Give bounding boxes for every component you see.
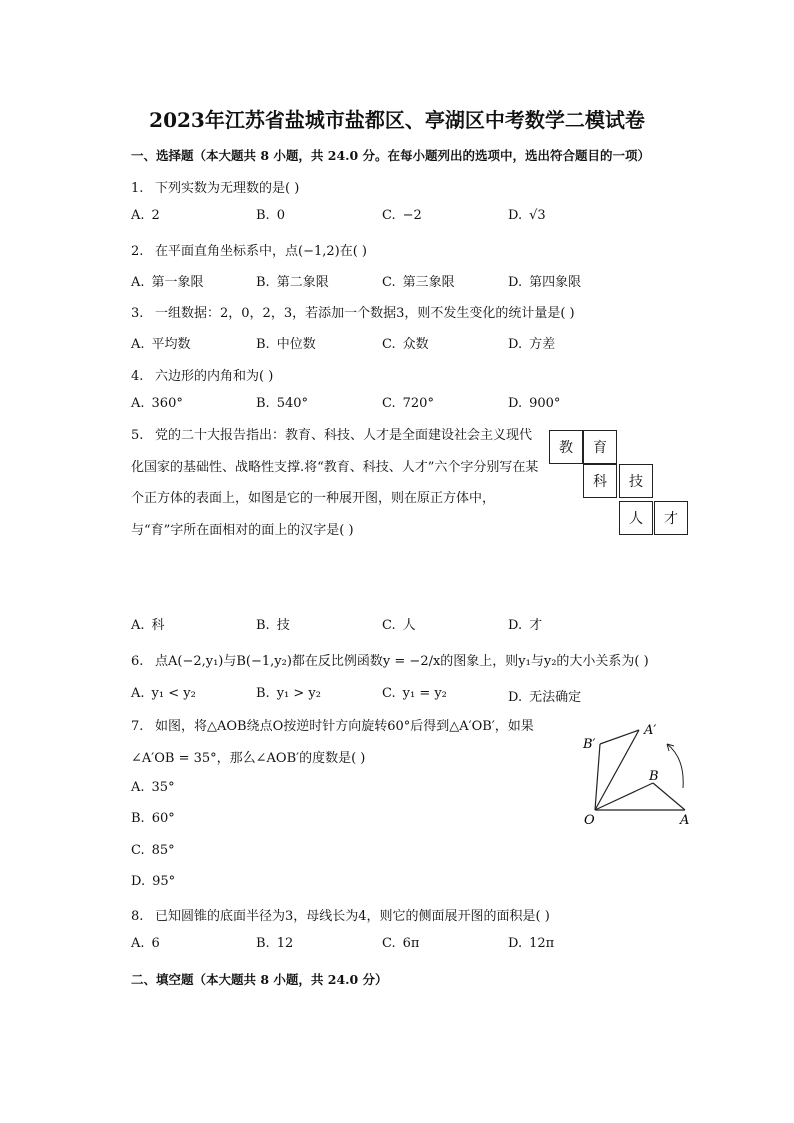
net-cell: 人	[619, 501, 653, 535]
question-stem: 如图，将△AOB绕点O按逆时针方向旋转60°后得到△A′OB′，如果∠A′OB = 35°，那么∠AOB′的度数是( )	[131, 719, 534, 766]
question-number: 6.	[131, 654, 144, 669]
segment-ob	[595, 783, 653, 810]
q5-option-d: D. 才	[508, 618, 543, 633]
q5-option-a: A. 科	[131, 618, 165, 633]
rotation-figure	[575, 712, 700, 830]
question-number: 3.	[131, 306, 144, 321]
q6-option-c: C. y₁ = y₂	[382, 686, 447, 701]
question-stem: 六边形的内角和为( )	[155, 369, 274, 384]
question-3	[131, 302, 575, 321]
label-b-prime: B′	[583, 737, 596, 752]
question-number: 1.	[131, 181, 144, 196]
q1-option-d: D. √3	[508, 208, 546, 223]
question-number: 7.	[131, 719, 144, 734]
q7-option-a: A. 35°	[131, 780, 175, 795]
net-cell: 育	[583, 430, 617, 464]
q3-option-d: D. 方差	[508, 337, 556, 352]
question-stem: 党的二十大报告指出：教育、科技、人才是全面建设社会主义现代化国家的基础性、战略性支撑.将“教育、科技、人才”六个字分别写在某个正方体的表面上，如图是它的一种展开图，则在原正方体中，与“育”字所在面相对的面上的汉字是( )	[131, 428, 539, 538]
q8-option-b: B. 12	[256, 936, 294, 951]
q2-option-b: B. 第二象限	[256, 275, 329, 290]
label-o: O	[584, 813, 595, 828]
question-5	[131, 420, 541, 546]
question-8	[131, 905, 550, 924]
page-title: 2023年江苏省盐城市盐都区、亭湖区中考数学二模试卷	[149, 108, 645, 132]
segment-oa-prime	[595, 730, 639, 810]
segment-b-prime-a-prime	[600, 730, 639, 744]
question-stem: 在平面直角坐标系中，点(−1,2)在( )	[155, 244, 367, 259]
q5-option-c: C. 人	[382, 618, 416, 633]
net-cell: 技	[619, 464, 653, 498]
q5-option-b: B. 技	[256, 618, 290, 633]
q6-option-a: A. y₁ < y₂	[131, 686, 196, 701]
q6-option-d: D. 无法确定	[508, 690, 582, 705]
question-stem: 已知圆锥的底面半径为3，母线长为4，则它的侧面展开图的面积是( )	[155, 909, 550, 924]
question-1	[131, 177, 299, 196]
q4-option-a: A. 360°	[131, 396, 183, 411]
net-cell: 才	[654, 501, 688, 535]
q3-option-a: A. 平均数	[131, 337, 191, 352]
segment-ob-prime	[595, 744, 600, 810]
question-7	[131, 711, 571, 774]
label-b: B	[649, 769, 659, 784]
rotation-arrow-icon	[667, 744, 683, 788]
net-cell: 科	[583, 464, 617, 498]
section-heading-fill: 二、填空题（本大题共 8 小题，共 24.0 分）	[131, 972, 388, 987]
q3-option-c: C. 众数	[382, 337, 429, 352]
q4-option-b: B. 540°	[256, 396, 309, 411]
q1-option-b: B. 0	[256, 208, 285, 223]
q4-option-c: C. 720°	[382, 396, 434, 411]
question-number: 8.	[131, 909, 144, 924]
q2-option-c: C. 第三象限	[382, 275, 455, 290]
q6-option-b: B. y₁ > y₂	[256, 686, 321, 701]
q8-option-a: A. 6	[131, 936, 160, 951]
q1-option-c: C. −2	[382, 208, 422, 223]
question-number: 2.	[131, 244, 144, 259]
q7-option-c: C. 85°	[131, 843, 175, 858]
q4-option-d: D. 900°	[508, 396, 561, 411]
q8-option-c: C. 6π	[382, 936, 420, 951]
label-a: A	[680, 813, 690, 828]
q2-option-a: A. 第一象限	[131, 275, 204, 290]
q1-option-a: A. 2	[131, 208, 160, 223]
q2-option-d: D. 第四象限	[508, 275, 582, 290]
section-heading-choice: 一、选择题（本大题共 8 小题，共 24.0 分。在每小题列出的选项中，选出符合题目的一项）	[131, 148, 651, 163]
label-a-prime: A′	[644, 723, 657, 738]
question-number: 4.	[131, 369, 144, 384]
q7-option-b: B. 60°	[131, 811, 175, 826]
question-stem: 一组数据：2，0，2，3，若添加一个数据3，则不发生变化的统计量是( )	[155, 306, 575, 321]
q7-option-d: D. 95°	[131, 874, 176, 889]
question-stem: 点A(−2,y₁)与B(−1,y₂)都在反比例函数y = −2/x的图象上，则y₁与y₂的大小关系为( )	[155, 654, 649, 669]
q8-option-d: D. 12π	[508, 936, 555, 951]
question-number: 5.	[131, 428, 144, 443]
question-4	[131, 365, 273, 384]
net-cell: 教	[549, 430, 583, 464]
question-6	[131, 650, 649, 669]
question-stem: 下列实数为无理数的是( )	[155, 181, 300, 196]
q3-option-b: B. 中位数	[256, 337, 316, 352]
segment-ba	[653, 783, 685, 810]
question-2	[131, 240, 367, 259]
